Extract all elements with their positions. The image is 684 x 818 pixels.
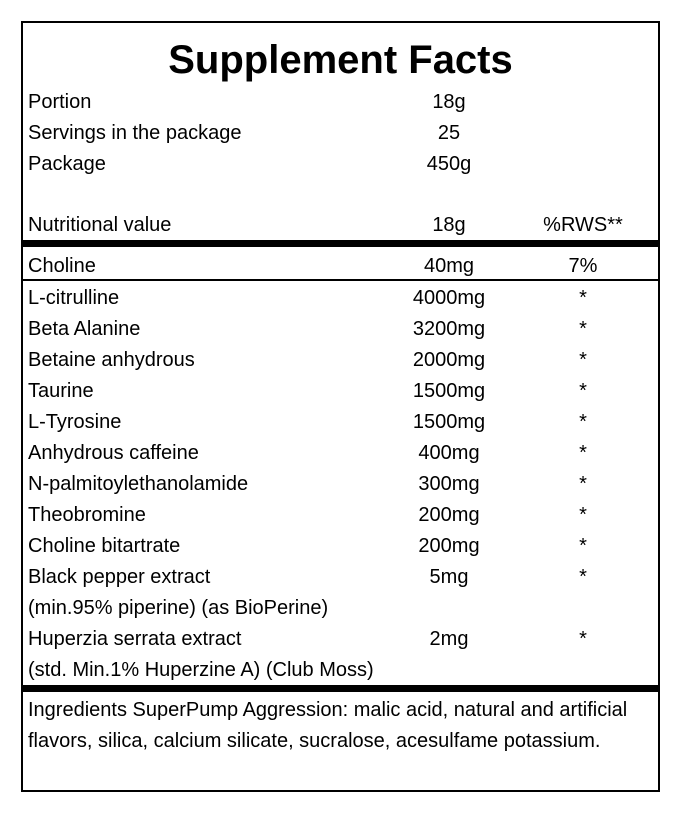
ingredient-name: Taurine [28, 380, 94, 402]
choline-rws: 7% [568, 255, 598, 277]
ingredient-row [23, 376, 658, 407]
ingredient-name: Theobromine [28, 504, 146, 526]
ingredient-subtext: (min.95% piperine) (as BioPerine) [28, 597, 329, 619]
ingredient-name: Anhydrous caffeine [28, 442, 199, 464]
header-rws: %RWS** [543, 214, 623, 236]
thick-divider [23, 240, 658, 247]
ingredient-amount: 3200mg [412, 318, 486, 340]
ingredient-amount: 200mg [418, 535, 480, 557]
ingredient-row [23, 438, 658, 469]
choline-amount: 40mg [423, 255, 475, 277]
thin-divider [23, 279, 658, 281]
ingredient-subtext: (std. Min.1% Huperzine A) (Club Moss) [28, 659, 374, 681]
nutrition-header-row [23, 210, 658, 241]
ingredient-amount: 1500mg [412, 380, 486, 402]
ingredient-row [23, 314, 658, 345]
ingredient-name: Black pepper extract [28, 566, 211, 588]
choline-row [23, 251, 658, 282]
ingredient-amount: 200mg [418, 504, 480, 526]
ingredient-row [23, 469, 658, 500]
ingredient-row [23, 531, 658, 562]
ingredient-row [23, 283, 658, 314]
thick-divider [23, 685, 658, 692]
ingredient-rws: * [579, 628, 587, 650]
ingredient-row [23, 500, 658, 531]
ingredient-rws: * [579, 504, 587, 526]
ingredient-row [23, 407, 658, 438]
ingredient-name: L-Tyrosine [28, 411, 122, 433]
ingredient-row [23, 562, 658, 593]
header-amount: 18g [432, 214, 466, 236]
info-value: 25 [437, 122, 461, 144]
ingredient-amount: 300mg [418, 473, 480, 495]
info-row-servings [23, 118, 658, 149]
ingredient-rws: * [579, 566, 587, 588]
supplement-facts-panel [21, 21, 660, 792]
info-label: Package [28, 153, 106, 175]
info-label: Servings in the package [28, 122, 242, 144]
ingredient-name: L-citrulline [28, 287, 120, 309]
ingredient-name: Beta Alanine [28, 318, 141, 340]
ingredient-amount: 2000mg [412, 349, 486, 371]
ingredient-amount: 2mg [429, 628, 469, 650]
ingredient-rws: * [579, 473, 587, 495]
choline-label: Choline [28, 255, 96, 277]
info-value: 18g [432, 91, 466, 113]
info-value: 450g [426, 153, 472, 175]
ingredient-rws: * [579, 287, 587, 309]
ingredients-text: Ingredients SuperPump Aggression: malic acid, natural and artificial flavors, silica, calcium silicate, sucralose, acesulfame potassium. [28, 699, 628, 752]
panel-title: Supplement Facts [168, 38, 513, 82]
ingredient-rws: * [579, 380, 587, 402]
ingredient-row [23, 345, 658, 376]
ingredient-amount: 4000mg [412, 287, 486, 309]
ingredient-rws: * [579, 349, 587, 371]
ingredient-amount: 5mg [429, 566, 469, 588]
ingredient-rws: * [579, 535, 587, 557]
ingredient-rws: * [579, 442, 587, 464]
ingredient-name: N-palmitoylethanolamide [28, 473, 249, 495]
ingredient-name: Betaine anhydrous [28, 349, 195, 371]
info-row-portion [23, 87, 658, 118]
ingredient-amount: 1500mg [412, 411, 486, 433]
ingredient-row [23, 624, 658, 655]
ingredient-rws: * [579, 411, 587, 433]
ingredient-amount: 400mg [418, 442, 480, 464]
info-label: Portion [28, 91, 92, 113]
header-label: Nutritional value [28, 214, 172, 236]
info-row-package [23, 149, 658, 180]
ingredient-name: Choline bitartrate [28, 535, 181, 557]
ingredient-name: Huperzia serrata extract [28, 628, 242, 650]
ingredient-rws: * [579, 318, 587, 340]
